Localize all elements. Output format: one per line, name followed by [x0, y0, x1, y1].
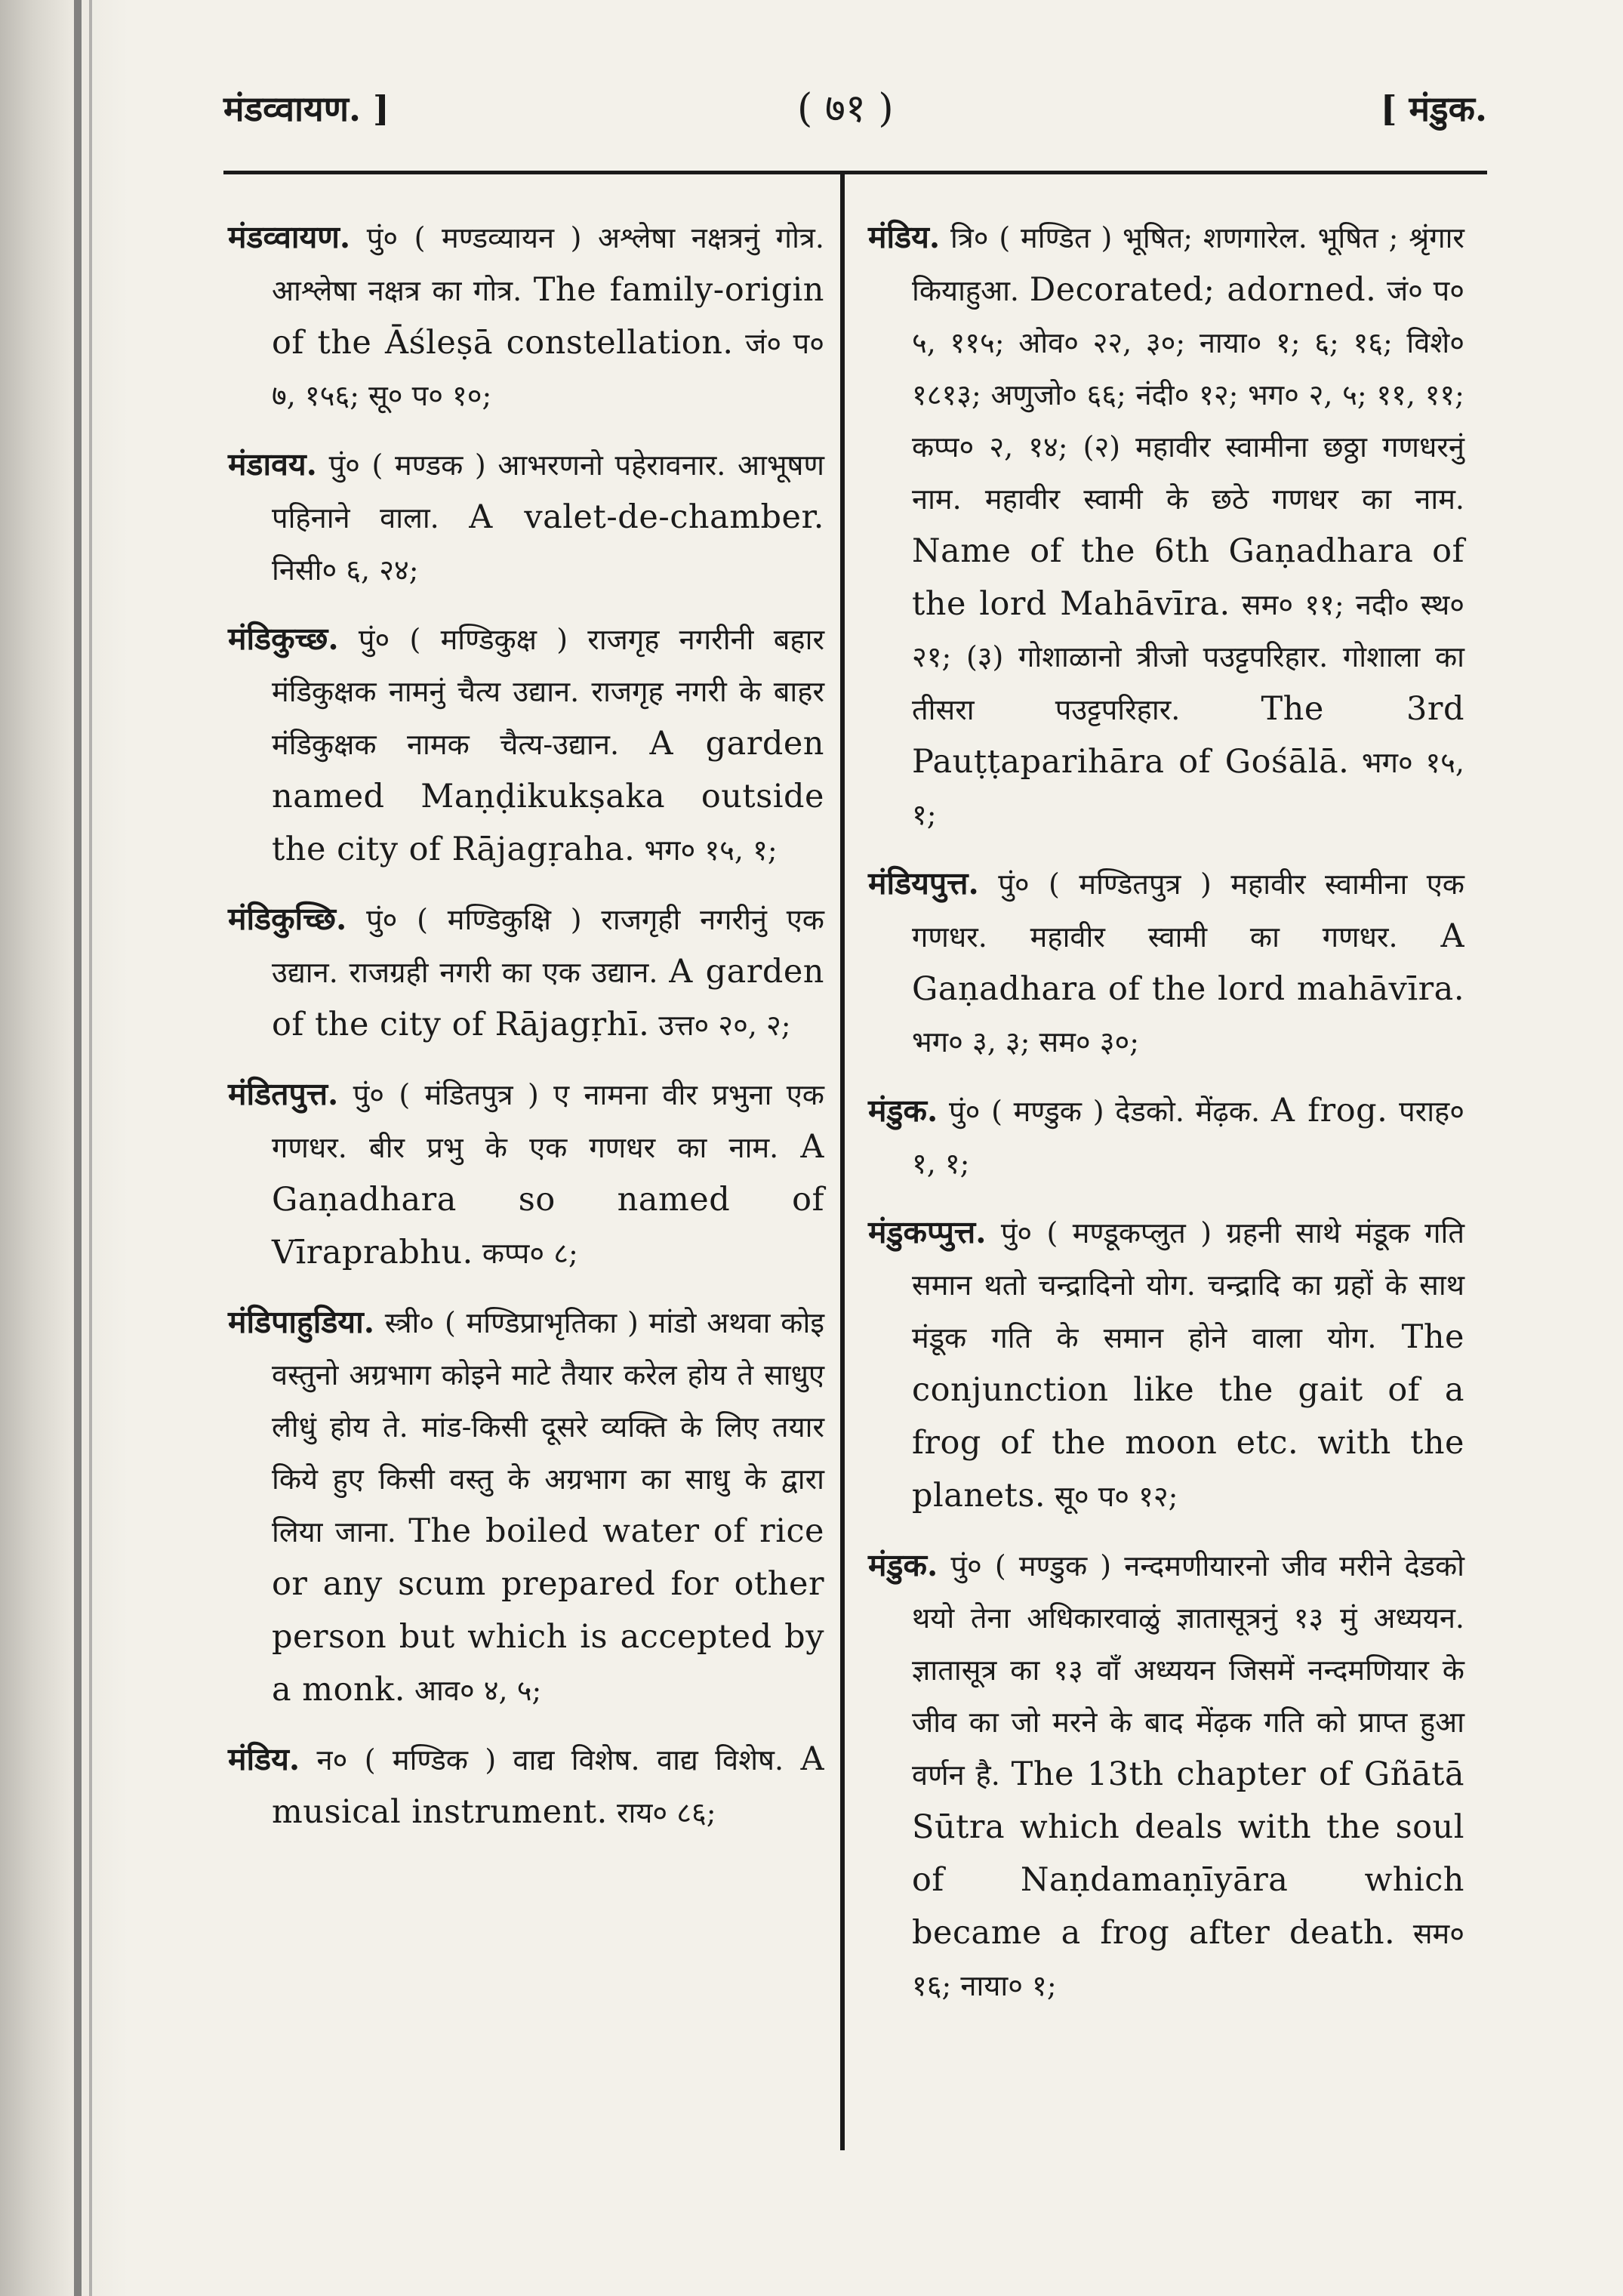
english-gloss: The family-origin of the Āśleṣā constellation.: [272, 271, 824, 362]
english-gloss: The 13th chapter of Gñātā Sūtra which deals with the soul of Naṇdamaṇīyāra which became a frog after death.: [912, 1755, 1464, 1952]
headword: मंडुकप्पुत्त.: [868, 1214, 987, 1250]
entry-definition: पुं० ( मण्डिकुक्ष ) राजगृह नगरीनी बहार मंडिकुक्षक नामनुं चैत्य उद्यान. राजगृह नगरी के बाहर मंडिकुक्षक नामक चैत्य-उद्यान.: [272, 623, 824, 761]
entry-definition: पुं० ( मण्डितपुत्र ) महावीर स्वामीना एक गणधर. महावीर स्वामी का गणधर.: [912, 868, 1464, 954]
english-gloss: A garden named Maṇḍikukṣaka outside the city of Rājagṛaha.: [272, 725, 824, 868]
entry-definition: पुं० ( मण्डक ) आभरणनो पहेरावनार. आभूषण पहिनाने वाला.: [272, 448, 824, 535]
entry-definition: पुं० ( मण्डूकप्लुत ) ग्रहनी साथे मंडूक गति समान थतो चन्द्रादिनो योग. चन्द्रादि का ग्रहों के साथ मंडूक गति के समान होने वाला योग.: [912, 1216, 1464, 1354]
english-gloss: The conjunction like the gait of a frog of the moon etc. with the planets.: [912, 1318, 1464, 1515]
dictionary-entry: [228, 439, 824, 596]
entry-definition-sense-3: (३) गोशाळानो त्रीजो पउट्टपरिहार. गोशाला का तीसरा पउट्टपरिहार.: [912, 640, 1464, 726]
headword: मंडिकुच्छ.: [228, 621, 339, 657]
english-gloss: A musical instrument.: [272, 1740, 824, 1831]
page-number: ( ७१ ): [797, 86, 894, 131]
entry-references: निसी० ६, २४;: [272, 553, 419, 587]
entry-references: राय० ८६;: [616, 1796, 716, 1829]
english-gloss: A Gaṇadhara so named of Vīraprabhu.: [272, 1128, 824, 1271]
english-gloss: A Gaṇadhara of the lord mahāvīra.: [912, 917, 1464, 1008]
english-gloss: A frog.: [1270, 1092, 1388, 1130]
dictionary-entry: [868, 858, 1464, 1068]
entry-references: भग० ३, ३; सम० ३०;: [912, 1025, 1140, 1059]
dictionary-entry: [868, 1539, 1464, 2012]
entry-references: जं० प० ५, ११५; ओव० २२, ३०; नाया० १; ६; १६; विशे० १८१३; अणुजो० ६६; नंदी० १२; भग० २, ५; ११, ११; कप्प० २, १४;: [912, 274, 1464, 464]
dictionary-entry: [228, 211, 824, 422]
entry-references: भग० १५, १;: [644, 834, 778, 867]
english-gloss: A valet-de-chamber.: [469, 498, 824, 536]
headword: मंडितपुत्त.: [228, 1076, 339, 1112]
page-header: [223, 77, 1487, 137]
dictionary-entry: [868, 1207, 1464, 1523]
dictionary-entry: [868, 1085, 1464, 1190]
headword: मंडुक.: [868, 1547, 938, 1583]
column-divider: [840, 172, 845, 2150]
headword: मंडिपाहुडिया.: [228, 1304, 374, 1340]
headword: मंडिय.: [868, 219, 941, 255]
right-column: [868, 211, 1464, 2029]
page-spine-shadow: [0, 0, 128, 2296]
header-last-headword: [ मंडुक.: [1380, 88, 1487, 129]
english-gloss: The boiled water of rice or any scum prepared for other person but which is accepted by a monk.: [272, 1512, 824, 1709]
entry-references: जं० प० ७, १५६; सू० प० १०;: [272, 327, 824, 412]
entry-references: उत्त० २०, २;: [658, 1009, 791, 1042]
dictionary-entry: [228, 1068, 824, 1280]
headword: मंडिकुच्छि.: [228, 901, 347, 937]
header-first-headword: मंडव्वायण. ]: [223, 88, 390, 129]
headword: मंडावय.: [228, 446, 317, 482]
headword: मंडिय.: [228, 1741, 300, 1777]
dictionary-entry: [228, 1296, 824, 1717]
headword: मंडियपुत्त.: [868, 865, 979, 901]
english-gloss-sense-3: The 3rd Pauṭṭaparihāra of Gośālā.: [912, 690, 1464, 781]
entry-definition: पुं० ( मण्डिकुक्षि ) राजगृही नगरीनुं एक उद्यान. राजग्रही नगरी का एक उद्यान.: [272, 903, 824, 989]
entry-definition: पुं० ( मण्डुक ) देडको. मेंढ़क.: [948, 1095, 1261, 1128]
entry-references: सू० प० १२;: [1055, 1480, 1178, 1513]
english-gloss-sense-2: Name of the 6th Gaṇadhara of the lord Mahāvīra.: [912, 532, 1464, 623]
entry-references-sense-3: भग० १५, १;: [912, 746, 1465, 831]
english-gloss: Decorated; adorned.: [1029, 271, 1377, 309]
entry-definition: त्रि० ( मण्डित ) भूषित; शणगारेल. भूषित ; श्रृंगार कियाहुआ.: [912, 221, 1464, 307]
english-gloss: A garden of the city of Rājagṛhī.: [272, 953, 824, 1043]
dictionary-entry: [228, 893, 824, 1052]
entry-definition: पुं० ( मण्डव्यायन ) अश्लेषा नक्षत्रनुं गोत्र. आश्लेषा नक्षत्र का गोत्र.: [272, 221, 824, 307]
entry-definition-sense-2: (२) महावीर स्वामीना छठ्ठा गणधरनुं नाम. महावीर स्वामी के छठे गणधर का नाम.: [912, 430, 1464, 516]
entry-definition: पुं० ( मंडितपुत्र ) ए नामना वीर प्रभुना एक गणधर. बीर प्रभु के एक गणधर का नाम.: [272, 1078, 824, 1164]
dictionary-entry: [228, 1734, 824, 1839]
entry-references-sense-2: सम० ११; नदी० स्थ० २१;: [912, 588, 1464, 673]
header-rule: [223, 171, 1487, 174]
entry-definition: पुं० ( मण्डुक ) नन्दमणीयारनो जीव मरीने देडको थयो तेना अधिकारवाळुं ज्ञातासूत्रनुं १३ मुं अध्ययन. ज्ञातासूत्र का १३ वाँ अध्ययन जिसमें नन्दमणियार के जीव का जो मरने के बाद मेंढ़क गति को प्राप्त हुआ वर्णन है.: [912, 1549, 1464, 1792]
entry-references: पराह० १, १;: [912, 1095, 1464, 1180]
entry-references: सम० १६; नाया० १;: [912, 1917, 1464, 2002]
binding-line-secondary: [89, 0, 92, 2296]
dictionary-entry: [868, 211, 1464, 841]
entry-references: कप्प० ८;: [482, 1237, 578, 1270]
entry-definition: स्त्री० ( मण्डिप्राभृतिका ) मांडो अथवा कोइ वस्तुनो अग्रभाग कोइने माटे तैयार करेल होय ते साधुए लीधुं होय ते. मांड-किसी दूसरे व्यक्ति के लिए तयार किये हुए किसी वस्तु के अग्रभाग का साधु के द्वारा लिया जाना.: [272, 1306, 824, 1549]
entry-references: आव० ४, ५;: [414, 1674, 542, 1707]
headword: मंडुक.: [868, 1093, 938, 1129]
left-column: [228, 211, 824, 1856]
entry-definition: न० ( मण्डिक ) वाद्य विशेष. वाद्य विशेष.: [316, 1743, 784, 1777]
headword: मंडव्वायण.: [228, 219, 351, 255]
binding-line: [74, 0, 82, 2296]
dictionary-entry: [228, 613, 824, 877]
